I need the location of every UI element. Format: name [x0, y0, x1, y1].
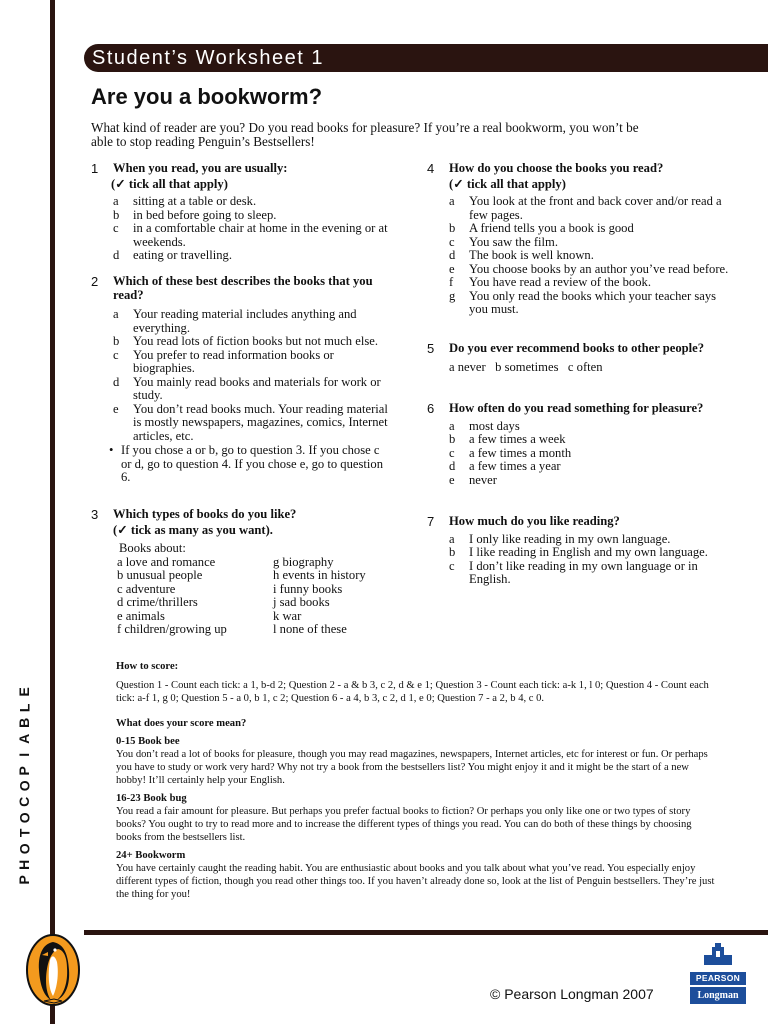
score-band-label: 16-23 Book bug	[116, 793, 187, 804]
score-band-text: You read a fair amount for pleasure. But perhaps you prefer factual books to fiction? Or perhaps you only like one or two types of story books? You ought to try to read more and to increase the different types of things you read. You can do both of these things by choosing books from the bestsellers list.	[116, 806, 692, 843]
option-item[interactable]	[113, 308, 391, 335]
option-letter: a	[449, 531, 455, 546]
option-letter: a	[113, 307, 119, 321]
side-label-letter: P	[16, 765, 33, 776]
book-type-option[interactable]: h events in history	[273, 568, 366, 582]
option-item[interactable]	[113, 349, 391, 376]
option-text: You prefer to read information books or biographies.	[133, 347, 334, 375]
option-text: most days	[469, 418, 520, 433]
side-label-letter: A	[16, 733, 33, 745]
option-text: You look at the front and back cover and/or read a few pages.	[469, 194, 722, 222]
option-letter: b	[449, 432, 456, 446]
option-list	[113, 195, 391, 263]
option-item[interactable]	[449, 533, 737, 547]
photocopiable-label	[14, 684, 36, 888]
option-letter: e	[113, 401, 119, 416]
option-letter: c	[449, 445, 455, 460]
option-letter: c	[449, 558, 455, 573]
option-text: I only like reading in my own language.	[469, 531, 671, 546]
option-letter: e	[449, 261, 455, 276]
option-item[interactable]	[449, 195, 737, 222]
option-item[interactable]	[449, 236, 737, 250]
score-band-label: 24+ Bookworm	[116, 850, 186, 861]
option-letter: d	[113, 248, 120, 262]
question-instruction: (✓ tick all that apply)	[111, 176, 228, 191]
side-label-letter: H	[16, 859, 33, 870]
option-letter: c	[113, 221, 119, 235]
option-text: The book is well known.	[469, 248, 594, 262]
option-item[interactable]	[113, 195, 391, 209]
option-text: You mainly read books and materials for work or study.	[133, 374, 381, 402]
option-text: You choose books by an author you’ve read before.	[469, 261, 729, 276]
question-text: Which of these best describes the books that you read?	[113, 274, 373, 302]
routing-note	[109, 444, 391, 485]
book-type-option[interactable]: e animals	[117, 608, 165, 623]
option-text: You saw the film.	[469, 234, 558, 249]
option-letter: b	[113, 334, 120, 348]
option-item[interactable]	[449, 290, 737, 317]
option-item[interactable]	[449, 222, 737, 236]
question-number: 7	[427, 514, 435, 529]
book-type-option[interactable]: k war	[273, 608, 302, 623]
option-item[interactable]	[449, 433, 737, 447]
side-label-letter: O	[16, 780, 33, 792]
question-text: Do you ever recommend books to other people?	[449, 341, 705, 355]
option-text: a few times a week	[469, 432, 566, 446]
option-list	[449, 195, 737, 317]
penguin-logo-icon	[24, 932, 82, 1008]
option-list	[449, 420, 737, 488]
option-text: You only read the books which your teacher says you must.	[469, 288, 717, 316]
pearson-longman-logo	[690, 943, 746, 1003]
copyright-text: © Pearson Longman 2007	[490, 986, 654, 1002]
option-item[interactable]	[449, 447, 737, 461]
side-label-letter: E	[16, 687, 33, 697]
question-text: How often do you read something for pleasure?	[449, 401, 704, 415]
score-band-text: You don’t read a lot of books for pleasure, though you may read magazines, newspapers, Internet articles, etc for interest or fun. Or perhaps you have to study or work very hard? Why not try a book from the bestsellers list? You might enjoy it and it might be the start of a new hobby! It’ll certainly help your English.	[116, 749, 708, 786]
option-item[interactable]	[449, 276, 737, 290]
question-text: Which types of books do you like?	[113, 507, 297, 521]
side-label-letter: C	[16, 796, 33, 807]
option-list	[113, 308, 391, 443]
option-text: A friend tells you a book is good	[469, 221, 634, 235]
score-band-text: You have certainly caught the reading habit. You are enthusiastic about books and you talk about what you’ve read. You especially enjoy different types of fiction, though you read other things too. If you haven’t already done so, look at the list of Penguin bestsellers. They’re just the thing for you!	[116, 863, 715, 900]
option-list	[449, 533, 737, 587]
question-instruction: (✓ tick all that apply)	[449, 176, 566, 191]
side-label-letter: L	[16, 703, 33, 712]
routing-note-text: If you chose a or b, go to question 3. If you chose c or d, go to question 4. If you chose e, go to question 6.	[121, 443, 383, 484]
option-item[interactable]	[113, 403, 391, 444]
option-text: in bed before going to sleep.	[133, 207, 277, 222]
pearson-label: PEARSON	[690, 972, 746, 985]
option-letter: b	[449, 221, 456, 235]
option-text: I like reading in English and my own language.	[469, 545, 708, 559]
option-letter: f	[449, 275, 454, 289]
book-type-option[interactable]: c adventure	[117, 581, 176, 596]
score-band-label: 0-15 Book bee	[116, 736, 180, 747]
question-number: 6	[427, 401, 435, 416]
book-type-option[interactable]: a love and romance	[117, 554, 216, 569]
side-label-letter: I	[16, 752, 33, 757]
question-2	[91, 275, 391, 485]
option-letter: d	[113, 374, 120, 389]
score-meaning-heading: What does your score mean?	[116, 718, 247, 729]
option-item[interactable]	[113, 249, 391, 263]
pearson-tower-icon	[690, 943, 746, 967]
book-type-grid	[117, 556, 411, 637]
option-line: a never b sometimes c often	[449, 359, 603, 374]
option-letter: b	[113, 207, 120, 222]
side-label-letter: O	[16, 812, 33, 823]
bullet-icon: •	[109, 443, 114, 457]
side-label-letter: O	[16, 843, 33, 855]
worksheet-title: Student’s Worksheet 1	[92, 47, 324, 69]
question-1	[91, 162, 391, 263]
question-text: How much do you like reading?	[449, 514, 620, 528]
book-type-option[interactable]: j sad books	[273, 595, 330, 609]
book-type-option[interactable]: b unusual people	[117, 568, 203, 582]
option-text: Your reading material includes anything and everything.	[133, 307, 357, 335]
option-text: You read lots of fiction books but not much else.	[133, 334, 378, 348]
book-type-option[interactable]: f children/growing up	[117, 622, 227, 636]
books-about-label: Books about:	[119, 541, 186, 555]
question-text: When you read, you are usually:	[113, 161, 288, 175]
option-letter: d	[449, 459, 456, 473]
book-type-option[interactable]: i funny books	[273, 581, 343, 596]
book-type-option[interactable]: g biography	[273, 554, 334, 569]
option-item[interactable]	[113, 335, 391, 349]
option-letter: a	[113, 194, 119, 208]
question-number: 4	[427, 161, 435, 176]
question-6	[427, 402, 737, 487]
option-letter: a	[449, 418, 455, 433]
question-number: 3	[91, 507, 99, 522]
side-label-letter: T	[16, 828, 33, 838]
option-letter: a	[449, 194, 455, 208]
option-text: in a comfortable chair at home in the evening or at weekends.	[133, 221, 388, 249]
longman-label: Longman	[690, 987, 746, 1004]
question-5	[427, 342, 737, 374]
option-text: a few times a year	[469, 459, 561, 473]
option-letter: c	[113, 347, 119, 362]
option-item[interactable]	[113, 376, 391, 403]
scoring-heading: How to score:	[116, 661, 179, 672]
option-item[interactable]	[449, 546, 737, 560]
book-type-option[interactable]: d crime/thrillers	[117, 595, 198, 609]
option-item[interactable]	[449, 474, 737, 488]
option-letter: d	[449, 248, 456, 262]
option-item[interactable]	[449, 249, 737, 263]
scoring-text: Question 1 - Count each tick: a 1, b-d 2; Question 2 - a & b 3, c 2, d & e 1; Question 3 - Count each tick: a-k 1, l 0; Question 4 - Count each tick: a-f 1, g 0; Question 5 - a 0, b 1, c 2; Question 6 - a 4, b 3, c 2, d 1, e 0; Question 7 - a 2, b 4, c 0.	[116, 680, 709, 704]
score-bands	[116, 735, 716, 901]
option-text: sitting at a table or desk.	[133, 194, 257, 208]
option-item[interactable]	[113, 209, 391, 223]
question-text: How do you choose the books you read?	[449, 161, 664, 175]
question-7	[427, 515, 737, 587]
page-title: Are you a bookworm?	[91, 84, 323, 109]
question-number: 2	[91, 274, 99, 289]
option-text: never	[469, 472, 497, 487]
question-instruction: (✓ tick as many as you want).	[113, 522, 273, 537]
option-item[interactable]	[449, 560, 737, 587]
question-number: 1	[91, 161, 99, 176]
option-item[interactable]	[113, 222, 391, 249]
question-number: 5	[427, 341, 435, 356]
option-text: eating or travelling.	[133, 248, 232, 262]
intro-text: What kind of reader are you? Do you read books for pleasure? If you’re a real bookworm, you won’t be able to stop reading Penguin’s Bestsellers!	[91, 120, 639, 149]
scoring-section	[116, 660, 716, 901]
option-letter: g	[449, 288, 456, 303]
option-item[interactable]	[449, 420, 737, 434]
option-item[interactable]	[449, 263, 737, 277]
option-text: a few times a month	[469, 445, 572, 460]
option-text: I don’t like reading in my own language or in English.	[469, 558, 698, 586]
side-label-letter: B	[16, 718, 33, 729]
option-text: You have read a review of the book.	[469, 275, 651, 289]
side-label-letter: P	[16, 875, 33, 885]
option-item[interactable]	[449, 460, 737, 474]
question-3	[91, 508, 411, 637]
question-4	[427, 162, 737, 317]
option-letter: c	[449, 234, 455, 249]
bottom-rule	[84, 930, 768, 935]
option-text: You don’t read books much. Your reading material is mostly newspapers, magazines, comics, Internet articles, etc.	[133, 401, 388, 443]
option-letter: b	[449, 545, 456, 559]
margin-rule	[50, 0, 55, 1024]
option-letter: e	[449, 472, 455, 487]
book-type-option[interactable]: l none of these	[273, 622, 347, 636]
